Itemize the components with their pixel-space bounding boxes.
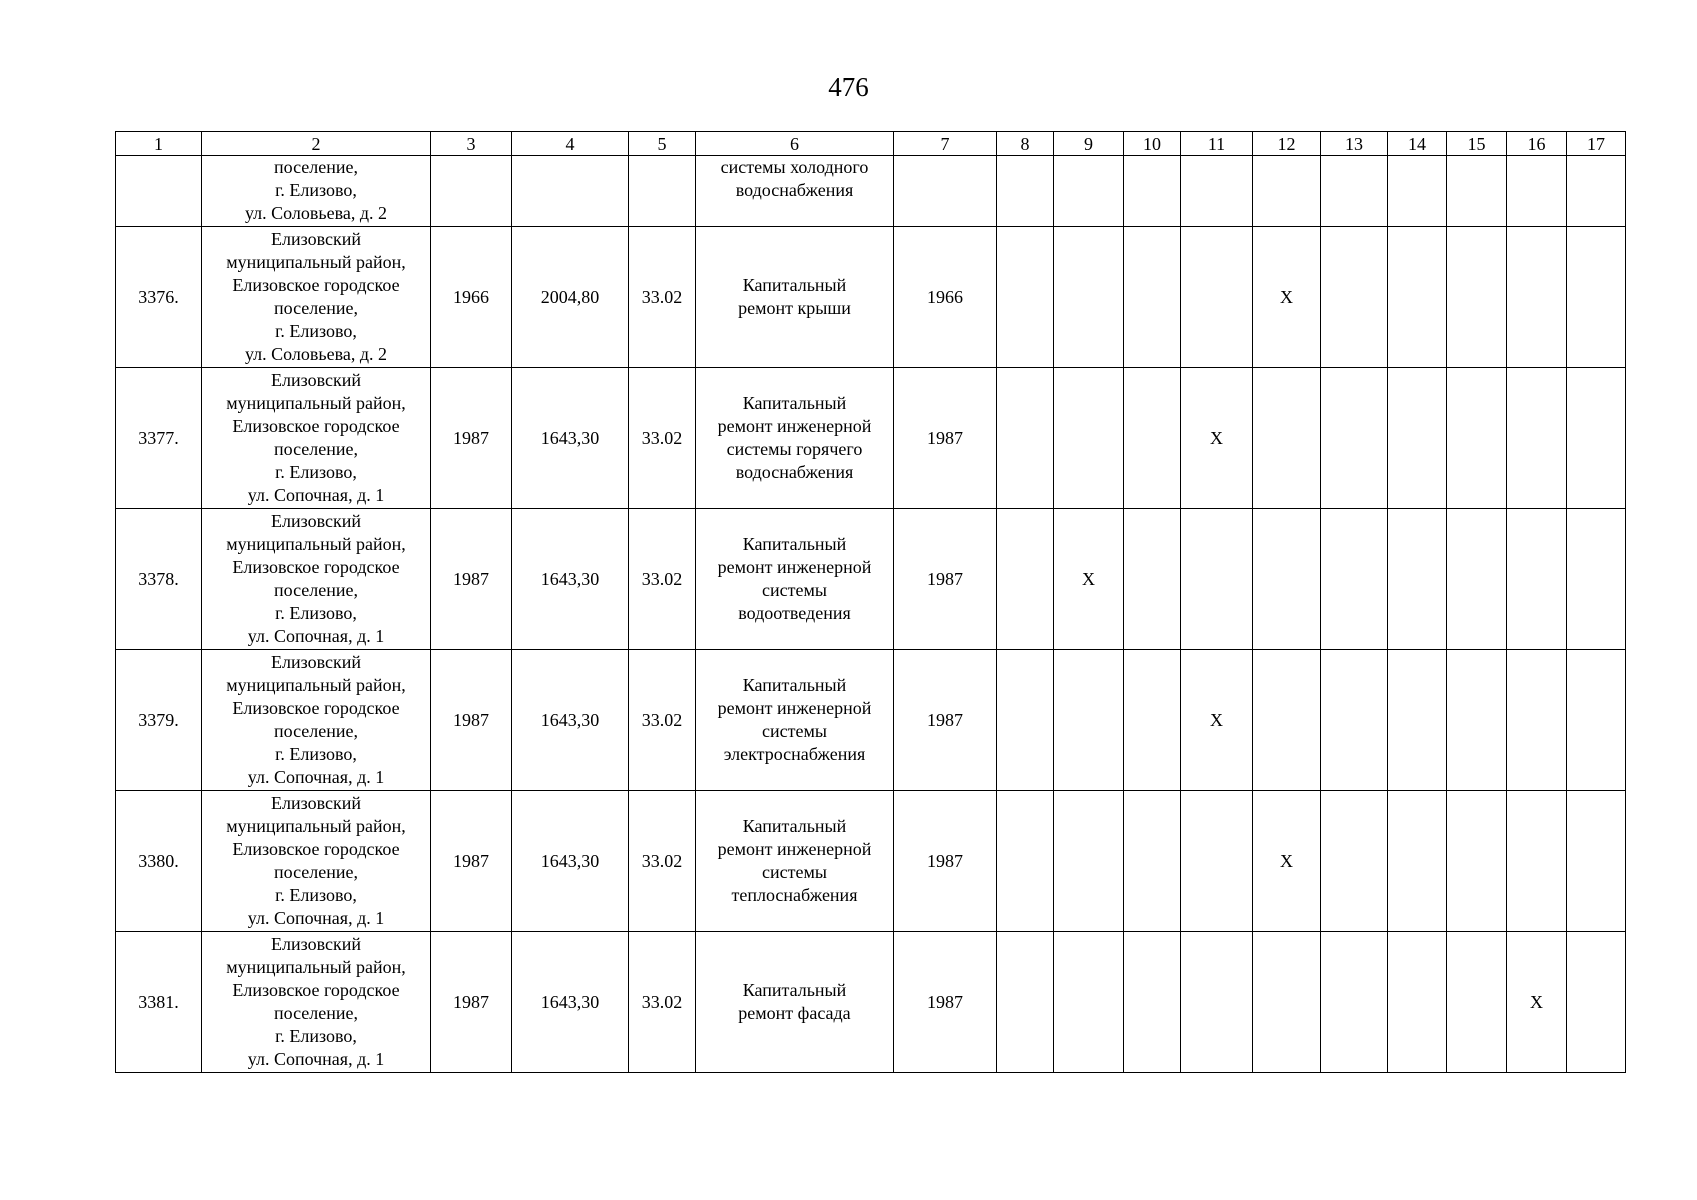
column-header: 1 <box>116 132 202 156</box>
building-area: 1643,30 <box>512 368 629 509</box>
object-address: Елизовский муниципальный район, Елизовское городское поселение, г. Елизово, ул. Сопочная, д. 1 <box>202 368 431 509</box>
period-mark <box>1321 932 1388 1073</box>
last-repair-year <box>894 156 997 227</box>
page-number: 476 <box>828 72 869 102</box>
period-mark <box>1321 156 1388 227</box>
work-type: Капитальный ремонт инженерной системы электроснабжения <box>696 650 894 791</box>
building-area <box>512 156 629 227</box>
last-repair-year: 1987 <box>894 650 997 791</box>
period-mark <box>1054 650 1124 791</box>
column-header: 10 <box>1124 132 1181 156</box>
period-mark <box>1124 932 1181 1073</box>
construction-year: 1987 <box>431 509 512 650</box>
type-code: 33.02 <box>629 650 696 791</box>
last-repair-year: 1987 <box>894 368 997 509</box>
work-type: Капитальный ремонт инженерной системы горячего водоснабжения <box>696 368 894 509</box>
period-mark <box>1507 509 1567 650</box>
period-mark <box>1388 650 1447 791</box>
period-mark <box>997 509 1054 650</box>
period-mark <box>1447 509 1507 650</box>
period-mark <box>1124 509 1181 650</box>
period-mark <box>1253 368 1321 509</box>
period-mark <box>1124 791 1181 932</box>
period-mark: X <box>1253 791 1321 932</box>
object-address: Елизовский муниципальный район, Елизовское городское поселение, г. Елизово, ул. Сопочная, д. 1 <box>202 650 431 791</box>
period-mark: X <box>1507 932 1567 1073</box>
last-repair-year: 1987 <box>894 791 997 932</box>
column-header: 2 <box>202 132 431 156</box>
repair-registry-table <box>115 131 1626 1073</box>
period-mark <box>1507 791 1567 932</box>
period-mark <box>1054 932 1124 1073</box>
period-mark <box>1567 650 1626 791</box>
period-mark <box>1181 156 1253 227</box>
table-row <box>116 791 1626 932</box>
period-mark <box>997 227 1054 368</box>
row-number: 3379. <box>116 650 202 791</box>
period-mark <box>1054 791 1124 932</box>
column-header: 9 <box>1054 132 1124 156</box>
period-mark <box>1124 227 1181 368</box>
period-mark <box>1567 368 1626 509</box>
period-mark <box>1124 650 1181 791</box>
row-number: 3381. <box>116 932 202 1073</box>
period-mark <box>1388 156 1447 227</box>
period-mark <box>1054 156 1124 227</box>
period-mark <box>1054 227 1124 368</box>
period-mark <box>1388 227 1447 368</box>
row-number: 3378. <box>116 509 202 650</box>
type-code: 33.02 <box>629 932 696 1073</box>
type-code: 33.02 <box>629 368 696 509</box>
period-mark <box>1388 791 1447 932</box>
last-repair-year: 1987 <box>894 932 997 1073</box>
column-header: 13 <box>1321 132 1388 156</box>
period-mark <box>1253 509 1321 650</box>
period-mark <box>1507 368 1567 509</box>
period-mark <box>1321 791 1388 932</box>
period-mark <box>1321 368 1388 509</box>
table-row <box>116 227 1626 368</box>
period-mark <box>1321 509 1388 650</box>
period-mark <box>1253 650 1321 791</box>
period-mark <box>997 650 1054 791</box>
period-mark <box>997 156 1054 227</box>
period-mark <box>1054 368 1124 509</box>
work-type: Капитальный ремонт фасада <box>696 932 894 1073</box>
construction-year <box>431 156 512 227</box>
period-mark <box>1507 156 1567 227</box>
period-mark: X <box>1181 368 1253 509</box>
column-header: 7 <box>894 132 997 156</box>
table-row <box>116 650 1626 791</box>
building-area: 1643,30 <box>512 650 629 791</box>
period-mark <box>1567 227 1626 368</box>
row-number: 3377. <box>116 368 202 509</box>
table-row <box>116 509 1626 650</box>
row-number: 3376. <box>116 227 202 368</box>
last-repair-year: 1987 <box>894 509 997 650</box>
column-header: 8 <box>997 132 1054 156</box>
construction-year: 1987 <box>431 650 512 791</box>
building-area: 2004,80 <box>512 227 629 368</box>
column-header: 5 <box>629 132 696 156</box>
type-code: 33.02 <box>629 509 696 650</box>
object-address: поселение, г. Елизово, ул. Соловьева, д. 2 <box>202 156 431 227</box>
row-number: 3380. <box>116 791 202 932</box>
work-type: Капитальный ремонт инженерной системы теплоснабжения <box>696 791 894 932</box>
object-address: Елизовский муниципальный район, Елизовское городское поселение, г. Елизово, ул. Сопочная, д. 1 <box>202 932 431 1073</box>
column-header: 14 <box>1388 132 1447 156</box>
period-mark <box>1447 932 1507 1073</box>
table-row <box>116 368 1626 509</box>
last-repair-year: 1966 <box>894 227 997 368</box>
period-mark <box>1253 156 1321 227</box>
period-mark <box>997 368 1054 509</box>
column-header: 6 <box>696 132 894 156</box>
period-mark <box>1507 227 1567 368</box>
column-header: 12 <box>1253 132 1321 156</box>
column-header: 17 <box>1567 132 1626 156</box>
building-area: 1643,30 <box>512 509 629 650</box>
period-mark <box>1388 368 1447 509</box>
period-mark <box>1447 227 1507 368</box>
work-type: Капитальный ремонт инженерной системы водоотведения <box>696 509 894 650</box>
period-mark: X <box>1181 650 1253 791</box>
type-code <box>629 156 696 227</box>
period-mark <box>1124 368 1181 509</box>
period-mark <box>997 791 1054 932</box>
period-mark <box>1567 509 1626 650</box>
column-header: 16 <box>1507 132 1567 156</box>
period-mark <box>1447 650 1507 791</box>
period-mark <box>1507 650 1567 791</box>
construction-year: 1966 <box>431 227 512 368</box>
work-type: системы холодного водоснабжения <box>696 156 894 227</box>
table-row <box>116 932 1626 1073</box>
column-header: 3 <box>431 132 512 156</box>
period-mark <box>1388 932 1447 1073</box>
period-mark <box>1181 227 1253 368</box>
period-mark <box>1567 156 1626 227</box>
period-mark: X <box>1253 227 1321 368</box>
type-code: 33.02 <box>629 791 696 932</box>
building-area: 1643,30 <box>512 791 629 932</box>
type-code: 33.02 <box>629 227 696 368</box>
period-mark <box>1321 650 1388 791</box>
column-header: 11 <box>1181 132 1253 156</box>
period-mark: X <box>1054 509 1124 650</box>
period-mark <box>1447 156 1507 227</box>
column-header: 4 <box>512 132 629 156</box>
period-mark <box>1181 932 1253 1073</box>
period-mark <box>1388 509 1447 650</box>
period-mark <box>1447 791 1507 932</box>
period-mark <box>1321 227 1388 368</box>
column-header: 15 <box>1447 132 1507 156</box>
table-row <box>116 156 1626 227</box>
construction-year: 1987 <box>431 368 512 509</box>
column-number-row <box>116 132 1626 156</box>
work-type: Капитальный ремонт крыши <box>696 227 894 368</box>
period-mark <box>997 932 1054 1073</box>
object-address: Елизовский муниципальный район, Елизовское городское поселение, г. Елизово, ул. Сопочная, д. 1 <box>202 509 431 650</box>
object-address: Елизовский муниципальный район, Елизовское городское поселение, г. Елизово, ул. Соловьева, д. 2 <box>202 227 431 368</box>
object-address: Елизовский муниципальный район, Елизовское городское поселение, г. Елизово, ул. Сопочная, д. 1 <box>202 791 431 932</box>
period-mark <box>1567 932 1626 1073</box>
period-mark <box>1567 791 1626 932</box>
construction-year: 1987 <box>431 791 512 932</box>
building-area: 1643,30 <box>512 932 629 1073</box>
period-mark <box>1447 368 1507 509</box>
construction-year: 1987 <box>431 932 512 1073</box>
period-mark <box>1181 509 1253 650</box>
period-mark <box>1124 156 1181 227</box>
period-mark <box>1181 791 1253 932</box>
row-number <box>116 156 202 227</box>
period-mark <box>1253 932 1321 1073</box>
